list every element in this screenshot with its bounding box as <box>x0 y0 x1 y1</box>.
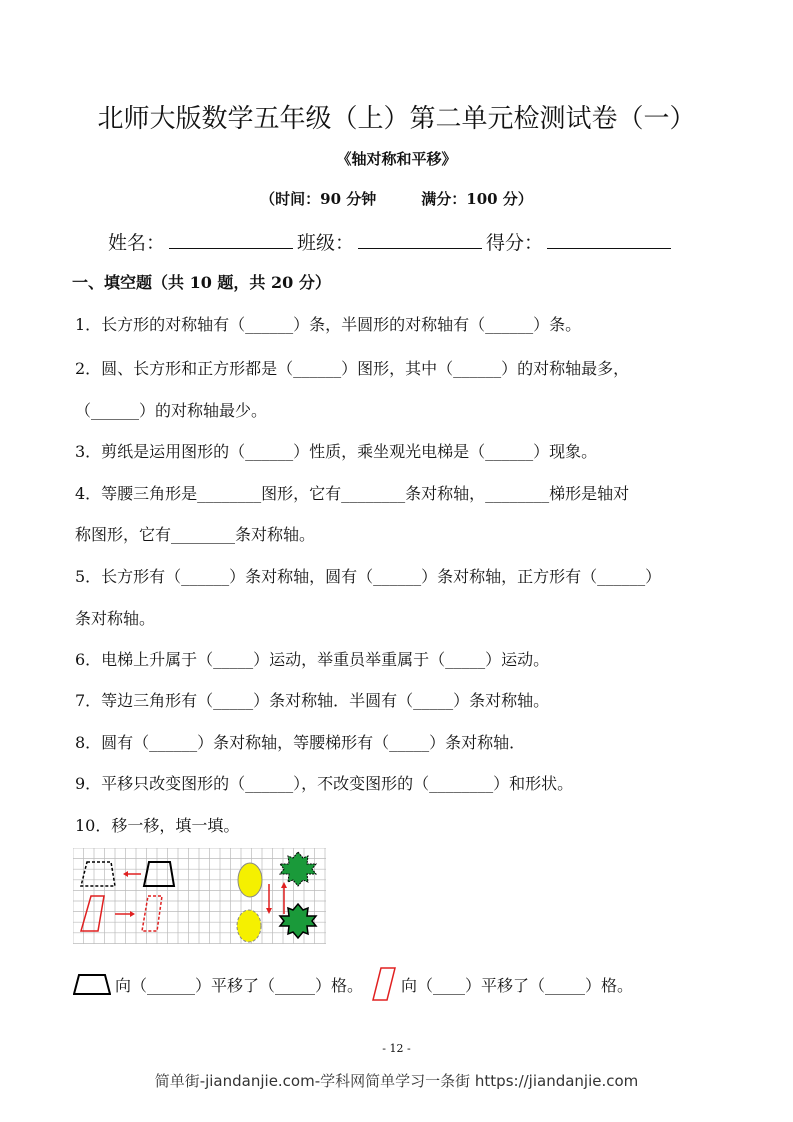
name-label: 姓名： <box>108 232 166 254</box>
circle-dashed <box>237 910 261 942</box>
circle-solid <box>238 863 262 897</box>
trapezoid-icon <box>73 973 111 995</box>
question-line: 1．长方形的对称轴有（______）条，半圆形的对称轴有（______）条。 <box>75 315 582 334</box>
parallelogram-icon <box>371 966 397 1002</box>
answer-trapezoid: 向（______）平移了（_____）格。 <box>115 975 364 995</box>
subtitle: 《轴对称和平移》 <box>336 150 457 168</box>
class-field[interactable] <box>358 230 482 249</box>
translation-grid-figure <box>73 848 327 944</box>
question-line: 称图形，它有________条对称轴。 <box>75 525 316 544</box>
question-line: 7．等边三角形有（_____）条对称轴．半圆有（_____）条对称轴。 <box>75 691 550 710</box>
student-info <box>108 228 675 255</box>
question-line: 条对称轴。 <box>75 609 156 628</box>
trapezoid-solid <box>144 862 174 886</box>
question-line: 4．等腰三角形是________图形，它有________条对称轴，________梯形是轴对 <box>75 484 630 503</box>
question-line: 5．长方形有（______）条对称轴，圆有（______）条对称轴，正方形有（______） <box>75 567 662 586</box>
question-line: 10．移一移，填一填。 <box>75 816 240 835</box>
page-number: - 12 - <box>382 1042 411 1055</box>
exam-meta: （时间：90 分钟 满分：100 分） <box>260 190 533 208</box>
section-heading: 一、填空题（共 10 题，共 20 分） <box>72 273 331 292</box>
page-title: 北师大版数学五年级（上）第二单元检测试卷（一） <box>97 104 696 134</box>
answer-line <box>73 966 633 1002</box>
question-line: 8．圆有（______）条对称轴，等腰梯形有（_____）条对称轴． <box>75 733 526 752</box>
score-field[interactable] <box>547 230 671 249</box>
question-line: 9．平移只改变图形的（______），不改变图形的（________）和形状。 <box>75 774 574 793</box>
score-label: 得分： <box>486 232 544 254</box>
answer-parallelogram: 向（____）平移了（_____）格。 <box>401 975 634 995</box>
green-shape-top <box>280 852 316 886</box>
question-line: 6．电梯上升属于（_____）运动，举重员举重属于（_____）运动。 <box>75 650 550 669</box>
question-line: 2．圆、长方形和正方形都是（______）图形，其中（______）的对称轴最多， <box>75 359 630 378</box>
name-field[interactable] <box>169 230 293 249</box>
question-line: 3．剪纸是运用图形的（______）性质，乘坐观光电梯是（______）现象。 <box>75 442 598 461</box>
class-label: 班级： <box>297 232 355 254</box>
trapezoid-dashed <box>81 862 115 886</box>
footer-watermark: 简单街-jiandanjie.com-学科网简单学习一条街 https://jiandanjie.com <box>154 1072 639 1090</box>
question-line: （______）的对称轴最少。 <box>75 401 268 420</box>
